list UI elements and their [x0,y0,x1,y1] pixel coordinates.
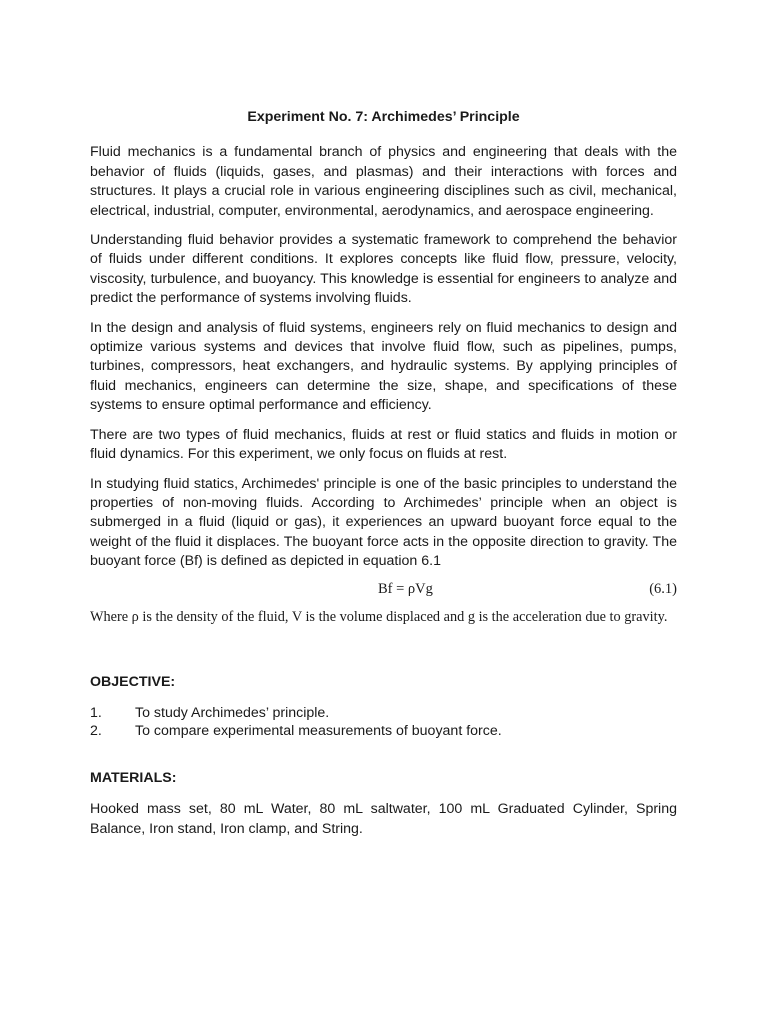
objective-list [90,704,677,741]
list-item-number: 2. [90,723,102,740]
list-item-number: 1. [90,704,102,721]
materials-heading: MATERIALS: [90,769,177,786]
list-item-text: To compare experimental measurements of buoyant force. [135,723,502,740]
equation-row [90,580,677,602]
paragraph-intro: Fluid mechanics is a fundamental branch of physics and engineering that deals with the behavior of fluids (liquids, gases, and plasmas) and their interactions with forces and structures. It plays a crucial role in various engineering disciplines such as civil, mechanical, electrical, industrial, computer, environmental, aerodynamics, and aerospace engineering. [90,144,677,219]
paragraph-archimedes: In studying fluid statics, Archimedes' principle is one of the basic principles to understand the properties of non-moving fluids. According to Archimedes’ principle when an object is submerged in a fluid (liquid or gas), it experiences an upward buoyant force equal to the weight of the fluid it displaces. The buoyant force acts in the opposite direction to gravity. The buoyant force (Bf) is defined as depicted in equation 6.1 [90,475,677,570]
list-item-text: To study Archimedes’ principle. [135,704,330,721]
materials-text: Hooked mass set, 80 mL Water, 80 mL saltwater, 100 mL Graduated Cylinder, Spring Balance, Iron stand, Iron clamp, and String. [90,801,677,837]
equation-number: (6.1) [649,580,677,597]
list-item [90,722,677,741]
equation-explanation: Where ρ is the density of the fluid, V is the volume displaced and g is the acceleration due to gravity. [90,608,668,625]
objective-heading: OBJECTIVE: [90,673,176,690]
paragraph-types: There are two types of fluid mechanics, fluids at rest or fluid statics and fluids in motion or fluid dynamics. For this experiment, we only focus on fluids at rest. [90,426,677,463]
list-item [90,704,677,723]
document-content [90,108,677,849]
paragraph-design-analysis: In the design and analysis of fluid systems, engineers rely on fluid mechanics to design and optimize various systems and devices that involve fluid flow, such as pipelines, pumps, turbines, compressors, heat exchangers, and hydraulic systems. By applying principles of fluid mechanics, engineers can determine the size, shape, and specifications of these systems to ensure optimal performance and efficiency. [90,319,677,414]
paragraph-understanding: Understanding fluid behavior provides a systematic framework to comprehend the behavior of fluids under different conditions. It explores concepts like fluid flow, pressure, velocity, viscosity, turbulence, and buoyancy. This knowledge is essential for engineers to analyze and predict the performance of systems involving fluids. [90,232,677,307]
document-title: Experiment No. 7: Archimedes’ Principle [247,109,520,125]
equation: Bf = ρVg [378,580,433,597]
